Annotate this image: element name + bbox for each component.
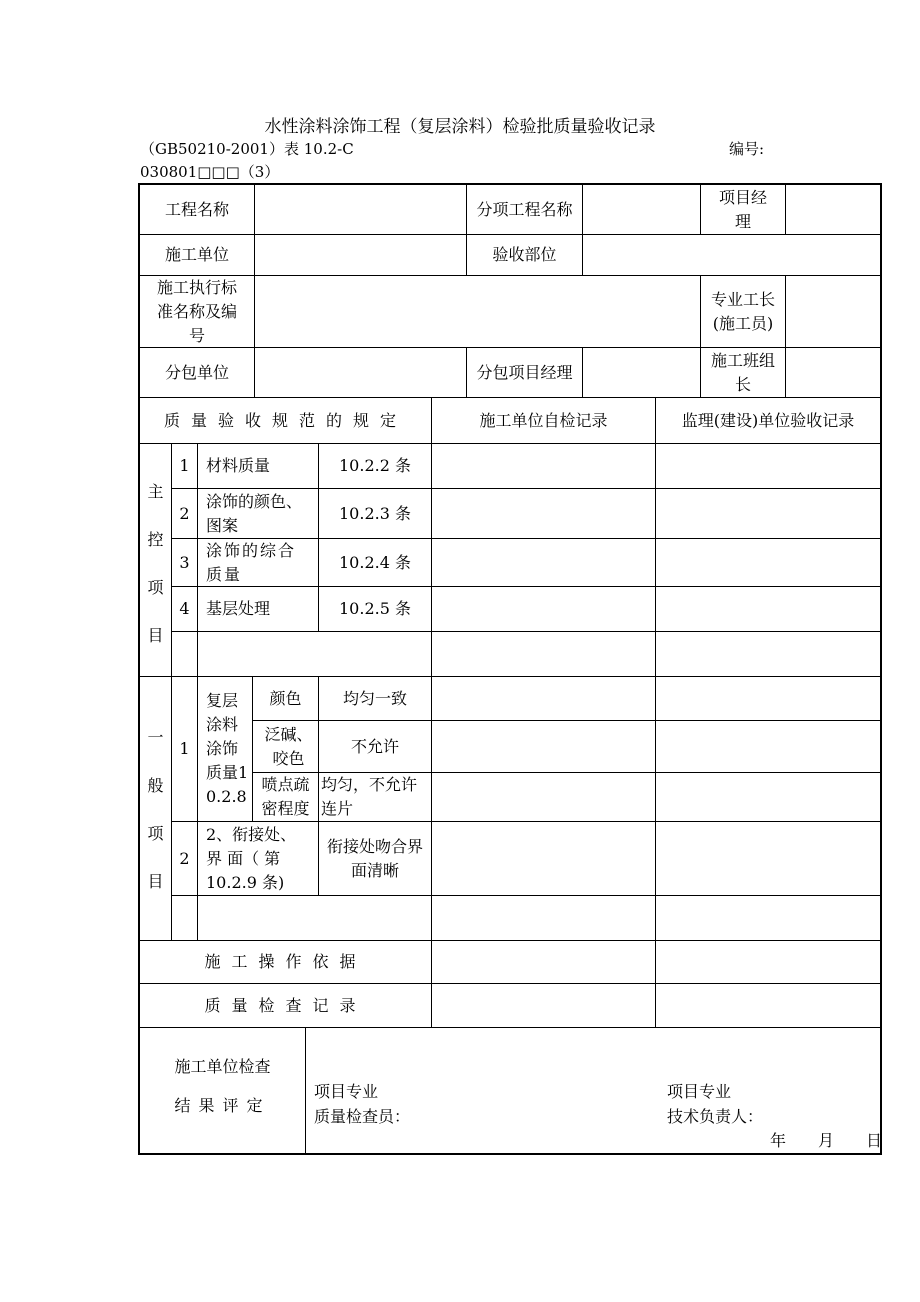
main-item-clause: 10.2.4 条 <box>339 552 411 572</box>
check-name: 颜色 <box>269 688 302 708</box>
standard-reference: （GB50210-2001）表 10.2-C <box>140 140 354 158</box>
vertical-char: 般 <box>147 776 164 795</box>
project-manager-label: 项目经理 <box>718 187 767 231</box>
vertical-char: 控 <box>147 530 164 549</box>
standard-label: 施工执行标准名称及编号 <box>156 277 237 345</box>
main-items-label <box>140 464 171 664</box>
main-item-no: 3 <box>179 552 190 572</box>
vertical-char: 项 <box>147 824 164 843</box>
evaluation-label-line1: 施工单位检查 <box>174 1057 271 1076</box>
construction-unit-label: 施工单位 <box>164 245 229 264</box>
main-item-name: 涂饰的综合质量 <box>206 540 297 584</box>
main-item-name: 材料质量 <box>206 456 271 475</box>
main-items-vertical-text <box>147 468 163 660</box>
check-requirement: 均匀一致 <box>342 688 407 708</box>
main-item-name: 基层处理 <box>206 599 271 618</box>
foreman-label: 专业工长(施工员) <box>710 289 775 333</box>
general-item-1-label: 复层涂料涂饰质量10.2.8 <box>206 691 249 806</box>
main-item-no: 2 <box>179 503 190 523</box>
check-requirement: 均匀，不允许连片 <box>321 775 418 818</box>
general-items-vertical-text <box>147 714 163 906</box>
team-leader-label: 施工班组长 <box>711 350 776 394</box>
form-title: 水性涂料涂饰工程（复层涂料）检验批质量验收记录 <box>264 117 656 137</box>
quality-record-label: 质量检查记录 <box>204 995 367 1015</box>
tech-lead-title-line1: 项目专业 <box>667 1082 732 1101</box>
vertical-char: 项 <box>147 578 164 597</box>
general-item-no: 2 <box>179 848 190 868</box>
check-name: 泛碱、咬色 <box>264 724 313 768</box>
main-item-name: 涂饰的颜色、图案 <box>206 491 303 535</box>
subcontractor-label: 分包单位 <box>164 362 229 382</box>
operation-basis-label: 施工操作依据 <box>204 952 367 971</box>
inspector-title-line2: 质量检查员： <box>314 1107 411 1126</box>
inspector-title-line1: 项目专业 <box>314 1082 379 1101</box>
main-item-clause: 10.2.3 条 <box>339 503 411 523</box>
general-item-no: 1 <box>179 739 190 758</box>
tech-lead-title-line2: 技术负责人： <box>667 1107 764 1126</box>
main-item-clause: 10.2.2 条 <box>339 456 411 475</box>
form-code: 030801□□□（3） <box>140 163 280 181</box>
general-items-label <box>140 710 171 910</box>
check-name: 喷点疏密程度 <box>261 775 310 818</box>
signature-date: 年 月 日 <box>770 1131 883 1150</box>
acceptance-part-label: 验收部位 <box>492 245 557 264</box>
number-label: 编号: <box>729 140 765 158</box>
main-item-no: 4 <box>179 599 190 618</box>
vertical-char: 主 <box>147 482 164 501</box>
vertical-char: 目 <box>147 626 164 645</box>
main-item-clause: 10.2.5 条 <box>339 599 411 618</box>
self-check-column-header: 施工单位自检记录 <box>479 410 608 430</box>
sub-project-label: 分项工程名称 <box>476 199 573 219</box>
main-item-no: 1 <box>179 456 190 475</box>
vertical-char: 目 <box>147 872 164 891</box>
check-requirement: 不允许 <box>350 736 399 756</box>
general-item-2-label: 2、衔接处、界 面（ 第10.2.9 条) <box>206 824 297 892</box>
sub-manager-label: 分包项目经理 <box>476 362 573 382</box>
project-name-label: 工程名称 <box>164 199 229 219</box>
supervision-column-header: 监理(建设)单位验收记录 <box>681 410 855 430</box>
vertical-char: 一 <box>147 728 164 747</box>
general-item-2-requirement: 衔接处吻合界面清晰 <box>327 836 424 880</box>
spec-column-header: 质量验收规范的规定 <box>163 410 407 430</box>
evaluation-label-line2: 结果评定 <box>174 1096 271 1115</box>
